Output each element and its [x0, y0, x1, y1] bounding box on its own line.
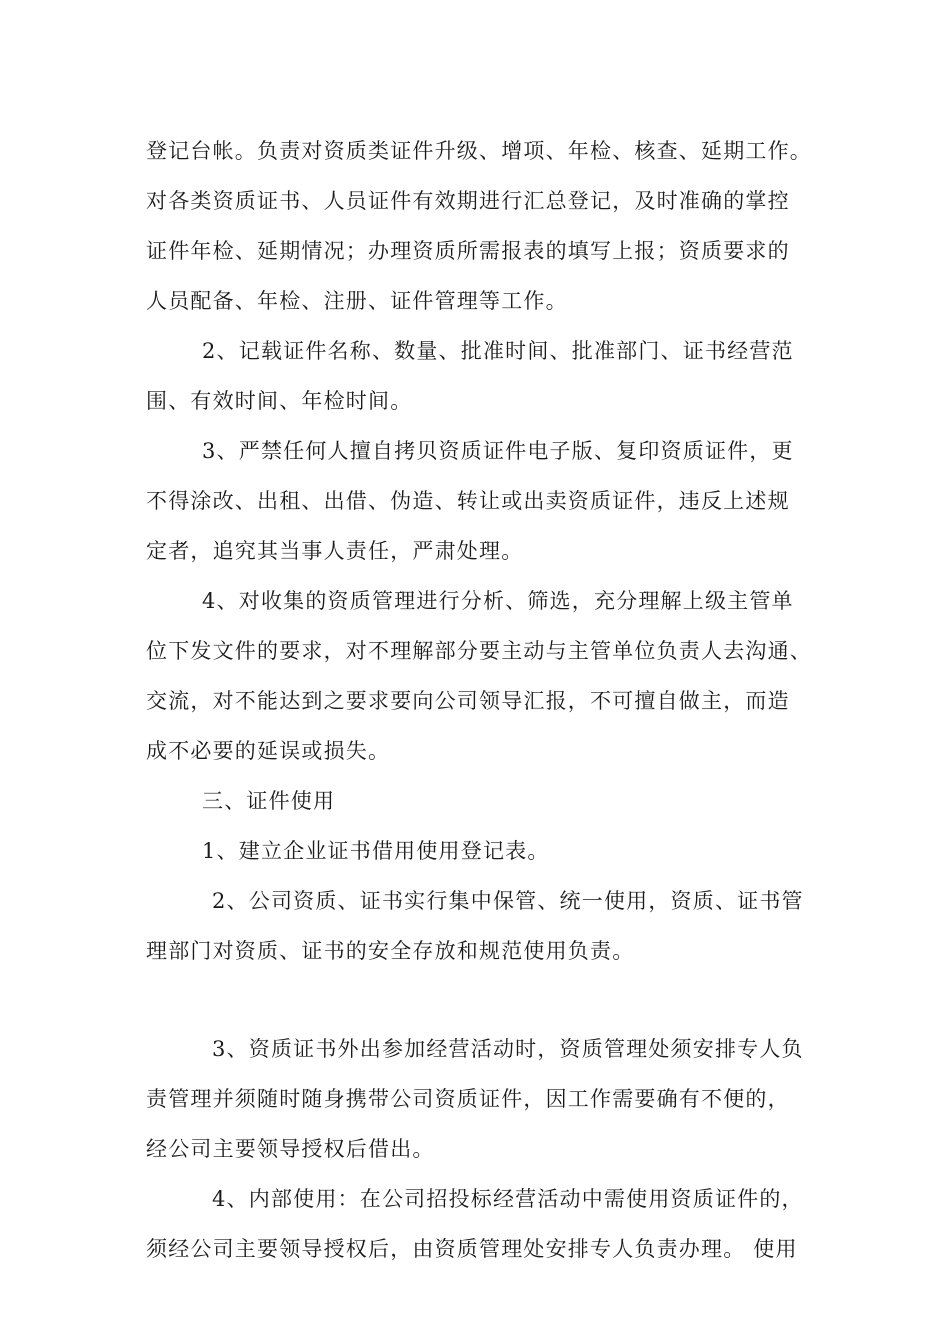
text-line: 理部门对资质、证书的安全存放和规范使用负责。	[146, 939, 635, 963]
text-line: 对各类资质证书、人员证件有效期进行汇总登记，及时准确的掌控	[146, 189, 790, 213]
text-line: 经公司主要领导授权后借出。	[146, 1137, 435, 1161]
text-line: 人员配备、年检、注册、证件管理等工作。	[146, 289, 568, 313]
text-line: 成不必要的延误或损失。	[146, 739, 391, 763]
text-line: 2、记载证件名称、数量、批准时间、批准部门、证书经营范	[202, 339, 794, 363]
text-line: 定者，追究其当事人责任，严肃处理。	[146, 539, 524, 563]
text-line: 3、资质证书外出参加经营活动时，资质管理处须安排专人负	[212, 1037, 804, 1061]
text-line: 2、公司资质、证书实行集中保管、统一使用，资质、证书管	[212, 889, 804, 913]
text-line: 交流，对不能达到之要求要向公司领导汇报，不可擅自做主，而造	[146, 689, 790, 713]
text-line: 证件年检、延期情况；办理资质所需报表的填写上报；资质要求的	[146, 239, 790, 263]
text-line: 4、内部使用：在公司招投标经营活动中需使用资质证件的，	[212, 1187, 804, 1211]
text-line: 3、严禁任何人擅自拷贝资质证件电子版、复印资质证件，更	[202, 439, 794, 463]
text-line: 1、建立企业证书借用使用登记表。	[202, 839, 550, 863]
text-line: 责管理并须随时随身携带公司资质证件，因工作需要确有不便的，	[146, 1087, 790, 1111]
section-heading: 三、证件使用	[202, 789, 336, 813]
text-line: 不得涂改、出租、出借、伪造、转让或出卖资质证件，违反上述规	[146, 489, 790, 513]
text-line: 须经公司主要领导授权后，由资质管理处安排专人负责办理。 使用	[146, 1237, 798, 1261]
text-line: 4、对收集的资质管理进行分析、筛选，充分理解上级主管单	[202, 589, 794, 613]
text-line: 登记台帐。负责对资质类证件升级、增项、年检、核查、延期工作。	[146, 139, 812, 163]
text-line: 位下发文件的要求，对不理解部分要主动与主管单位负责人去沟通、	[146, 639, 812, 663]
text-line: 围、有效时间、年检时间。	[146, 389, 413, 413]
